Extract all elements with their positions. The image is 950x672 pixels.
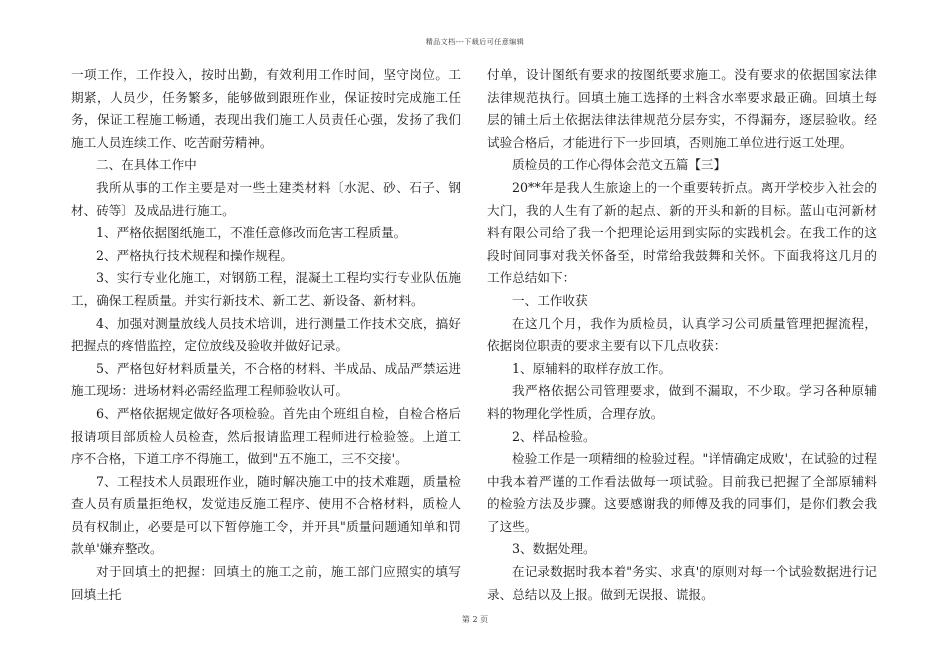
paragraph: 付单，设计图纸有要求的按图纸要求施工。没有要求的依据国家法律法律规范执行。回填土施工选择的土料含水率要求最正确。回填土每层的铺土后土依据法律法律规范分层夯实，不得漏夯，逐层验收。经试验合格后，才能进行下一步回填，否则施工单位进行返工处理。 xyxy=(487,67,877,150)
list-item: 4、加强对测量放线人员技术培训，进行测量工作技术交底，搞好把握点的疼惜监控，定位放线及验收并做好记录。 xyxy=(71,315,461,354)
section-heading: 一、工作收获 xyxy=(512,292,588,308)
left-column xyxy=(71,64,461,606)
page-header: 精品文档---下载后可任意编辑 xyxy=(425,38,525,46)
right-column xyxy=(487,64,877,606)
section-heading: 二、在具体工作中 xyxy=(96,157,197,173)
list-item: 7、工程技术人员跟班作业，随时解决施工中的技术难题，质量检查人员有质量拒绝权，发觉违反施工程序、使用不合格材料，质检人员有权制止，必要是可以下暂停施工令，并开具"质量问题通知单和罚款单'嫌弃整改。 xyxy=(71,473,461,557)
list-item: 6、严格依据规定做好各项检验。首先由个班组自检，自检合格后报请项目部质检人员检查，然后报请监理工程师进行检验签。上道工序不合格，下道工序不得施工，做到"五不施工，三不交接'。 xyxy=(71,405,461,467)
list-item: 1、严格依据图纸施工，不准任意修改而危害工程质量。 xyxy=(96,225,407,241)
paragraph: 在这几个月，我作为质检员，认真学习公司质量管理把握流程，依据岗位职责的要求主要有以下几点收获： xyxy=(487,315,877,354)
list-item: 5、严格包好材料质量关，不合格的材料、半成品、成品严禁运进施工现场：进场材料必需经监理工程师验收认可。 xyxy=(71,360,461,399)
list-item: 1、原辅料的取样存放工作。 xyxy=(512,360,672,376)
paragraph: 对于回填土的把握：回填土的施工之前，施工部门应照实的填写回填土托 xyxy=(71,564,461,602)
paragraph: 20**年是我人生旅途上的一个重要转折点。离开学校步入社会的大门，我的人生有了新的起点、新的开头和新的目标。蓝山屯河新材料有限公司给了我一个把理论运用到实际的实践机会。在我工作的这段时间同事对我关怀备至，时常给我鼓舞和关怀。下面我将这几月的工作总结如下： xyxy=(487,179,877,286)
list-item: 2、样品检验。 xyxy=(512,428,596,444)
article-title: 质检员的工作心得体会范文五篇【三】 xyxy=(512,157,727,173)
paragraph: 我严格依据公司管理要求，做到不漏取，不少取。学习各种原辅料的物理化学性质，合理存放。 xyxy=(487,383,877,421)
paragraph: 我所从事的工作主要是对一些土建类材料〔水泥、砂、石子、钢材、砖等〕及成品进行施工。 xyxy=(71,179,461,218)
paragraph: 检验工作是一项精细的检验过程。"详情确定成败'，在试验的过程中我本着严谨的工作看法做每一项试验。目前我已把握了全部原辅料的检验方法及步骤。这要感谢我的师傅及我的同事们，是你们教会我了这些。 xyxy=(487,451,877,534)
page-number: 第 2 页 xyxy=(461,615,489,624)
list-item: 3、实行专业化施工，对钢筋工程，混凝土工程均实行专业队伍施工，确保工程质量。并实行新技术、新工艺、新设备、新材料。 xyxy=(71,270,461,308)
paragraph: 在记录数据时我本着"务实、求真'的原则对每一个试验数据进行记录、总结以及上报。做到无误报、谎报。 xyxy=(487,564,877,602)
paragraph: 一项工作，工作投入，按时出勤，有效利用工作时间，坚守岗位。工期紧，人员少，任务繁多，能够做到跟班作业，保证按时完成施工任务，保证工程施工畅通，表现出我们施工人员责任心强，发扬了我们施工人员连续工作、吃苦耐劳精神。 xyxy=(71,67,461,150)
list-item: 3、数据处理。 xyxy=(512,541,596,557)
list-item: 2、严格执行技术规程和操作规程。 xyxy=(96,247,293,263)
